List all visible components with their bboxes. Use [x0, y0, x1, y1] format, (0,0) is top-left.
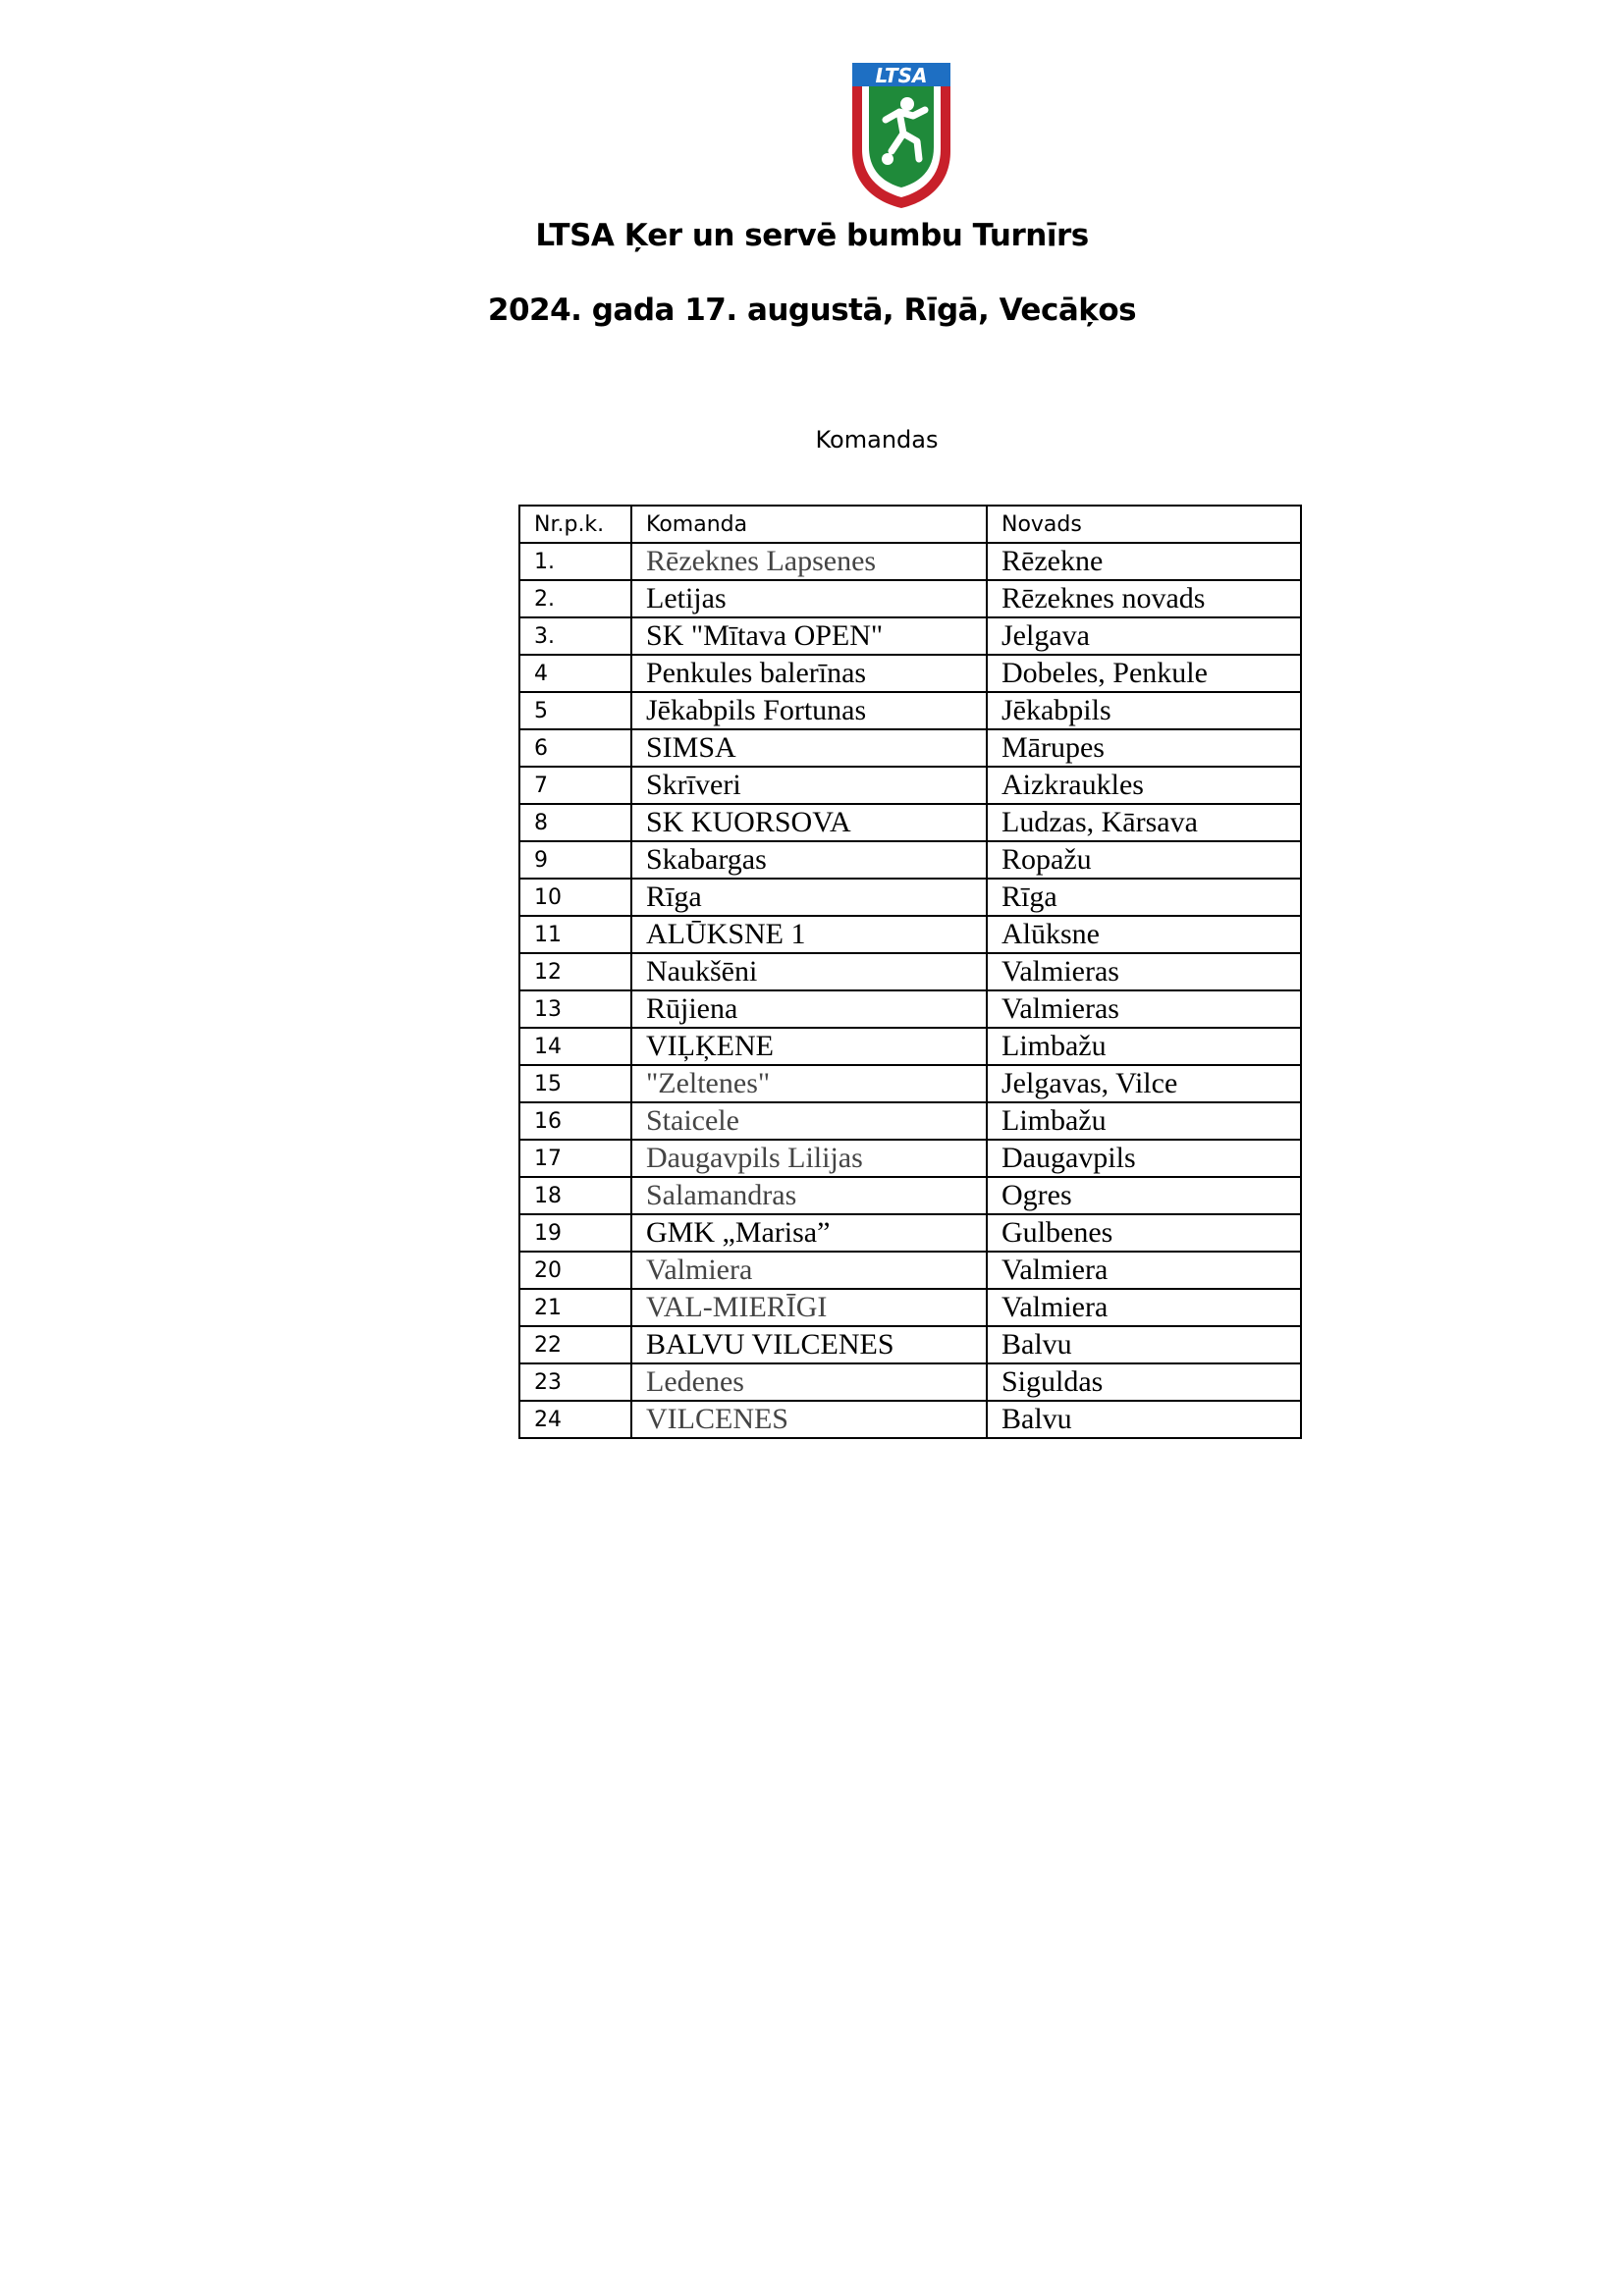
- row-number: 23: [519, 1363, 631, 1401]
- logo-text: LTSA: [875, 64, 928, 87]
- region-name: Jelgavas, Vilce: [987, 1065, 1301, 1102]
- region-name: Rīga: [987, 879, 1301, 916]
- region-name: Balvu: [987, 1401, 1301, 1438]
- team-name: GMK „Marisa”: [631, 1214, 987, 1252]
- team-name: VILCENES: [631, 1401, 987, 1438]
- region-name: Rēzeknes novads: [987, 580, 1301, 617]
- row-number: 11: [519, 916, 631, 953]
- team-name: VIĻĶENE: [631, 1028, 987, 1065]
- region-name: Jelgava: [987, 617, 1301, 655]
- row-number: 13: [519, 990, 631, 1028]
- table-row: [519, 1102, 1301, 1140]
- row-number: 8: [519, 804, 631, 841]
- team-name: SK KUORSOVA: [631, 804, 987, 841]
- teams-table: [518, 505, 1302, 1439]
- ltsa-shield-icon: [848, 61, 954, 210]
- row-number: 14: [519, 1028, 631, 1065]
- table-row: [519, 1028, 1301, 1065]
- row-number: 7: [519, 767, 631, 804]
- region-name: Aizkraukles: [987, 767, 1301, 804]
- region-name: Ogres: [987, 1177, 1301, 1214]
- column-header-region: Novads: [987, 506, 1301, 543]
- row-number: 10: [519, 879, 631, 916]
- table-row: [519, 580, 1301, 617]
- team-name: Rēzeknes Lapsenes: [631, 543, 987, 580]
- table-row: [519, 1214, 1301, 1252]
- team-name: "Zeltenes": [631, 1065, 987, 1102]
- region-name: Ludzas, Kārsava: [987, 804, 1301, 841]
- team-name: Jēkabpils Fortunas: [631, 692, 987, 729]
- table-row: [519, 1401, 1301, 1438]
- table-row: [519, 990, 1301, 1028]
- table-row: [519, 767, 1301, 804]
- team-name: Valmiera: [631, 1252, 987, 1289]
- column-header-number: Nr.p.k.: [519, 506, 631, 543]
- team-name: Salamandras: [631, 1177, 987, 1214]
- team-name: Skabargas: [631, 841, 987, 879]
- team-name: SK "Mītava OPEN": [631, 617, 987, 655]
- table-row: [519, 1289, 1301, 1326]
- row-number: 2.: [519, 580, 631, 617]
- region-name: Siguldas: [987, 1363, 1301, 1401]
- region-name: Valmieras: [987, 953, 1301, 990]
- table-row: [519, 729, 1301, 767]
- row-number: 20: [519, 1252, 631, 1289]
- table-row: [519, 617, 1301, 655]
- team-name: Ledenes: [631, 1363, 987, 1401]
- table-row: [519, 1326, 1301, 1363]
- region-name: Ropažu: [987, 841, 1301, 879]
- region-name: Valmieras: [987, 990, 1301, 1028]
- region-name: Limbažu: [987, 1102, 1301, 1140]
- team-name: BALVU VILCENES: [631, 1326, 987, 1363]
- team-name: ALŪKSNE 1: [631, 916, 987, 953]
- table-row: [519, 879, 1301, 916]
- region-name: Gulbenes: [987, 1214, 1301, 1252]
- table-row: [519, 1252, 1301, 1289]
- table-row: [519, 692, 1301, 729]
- event-date-location: 2024. gada 17. augustā, Rīgā, Vecāķos: [487, 293, 1137, 328]
- region-name: Balvu: [987, 1326, 1301, 1363]
- team-name: SIMSA: [631, 729, 987, 767]
- team-name: Penkules balerīnas: [631, 655, 987, 692]
- region-name: Daugavpils: [987, 1140, 1301, 1177]
- table-row: [519, 841, 1301, 879]
- table-row: [519, 1177, 1301, 1214]
- table-row: [519, 655, 1301, 692]
- row-number: 1.: [519, 543, 631, 580]
- table-header-row: [519, 506, 1301, 543]
- row-number: 18: [519, 1177, 631, 1214]
- team-name: Rīga: [631, 879, 987, 916]
- row-number: 3.: [519, 617, 631, 655]
- row-number: 15: [519, 1065, 631, 1102]
- region-name: Alūksne: [987, 916, 1301, 953]
- row-number: 6: [519, 729, 631, 767]
- team-name: Rūjiena: [631, 990, 987, 1028]
- table-row: [519, 543, 1301, 580]
- row-number: 16: [519, 1102, 631, 1140]
- region-name: Jēkabpils: [987, 692, 1301, 729]
- region-name: Dobeles, Penkule: [987, 655, 1301, 692]
- region-name: Rēzekne: [987, 543, 1301, 580]
- table-row: [519, 953, 1301, 990]
- region-name: Valmiera: [987, 1252, 1301, 1289]
- document-title: LTSA Ķer un servē bumbu Turnīrs: [535, 218, 1089, 253]
- table-row: [519, 1065, 1301, 1102]
- table-row: [519, 1363, 1301, 1401]
- table-row: [519, 804, 1301, 841]
- section-label: Komandas: [815, 426, 939, 454]
- table-row: [519, 916, 1301, 953]
- team-name: VAL-MIERĪGI: [631, 1289, 987, 1326]
- row-number: 21: [519, 1289, 631, 1326]
- column-header-team: Komanda: [631, 506, 987, 543]
- region-name: Valmiera: [987, 1289, 1301, 1326]
- row-number: 5: [519, 692, 631, 729]
- team-name: Letijas: [631, 580, 987, 617]
- table-row: [519, 1140, 1301, 1177]
- region-name: Limbažu: [987, 1028, 1301, 1065]
- team-name: Skrīveri: [631, 767, 987, 804]
- row-number: 12: [519, 953, 631, 990]
- row-number: 19: [519, 1214, 631, 1252]
- region-name: Mārupes: [987, 729, 1301, 767]
- team-name: Staicele: [631, 1102, 987, 1140]
- team-name: Naukšēni: [631, 953, 987, 990]
- row-number: 24: [519, 1401, 631, 1438]
- row-number: 9: [519, 841, 631, 879]
- row-number: 4: [519, 655, 631, 692]
- ltsa-logo: [848, 61, 954, 210]
- row-number: 17: [519, 1140, 631, 1177]
- row-number: 22: [519, 1326, 631, 1363]
- team-name: Daugavpils Lilijas: [631, 1140, 987, 1177]
